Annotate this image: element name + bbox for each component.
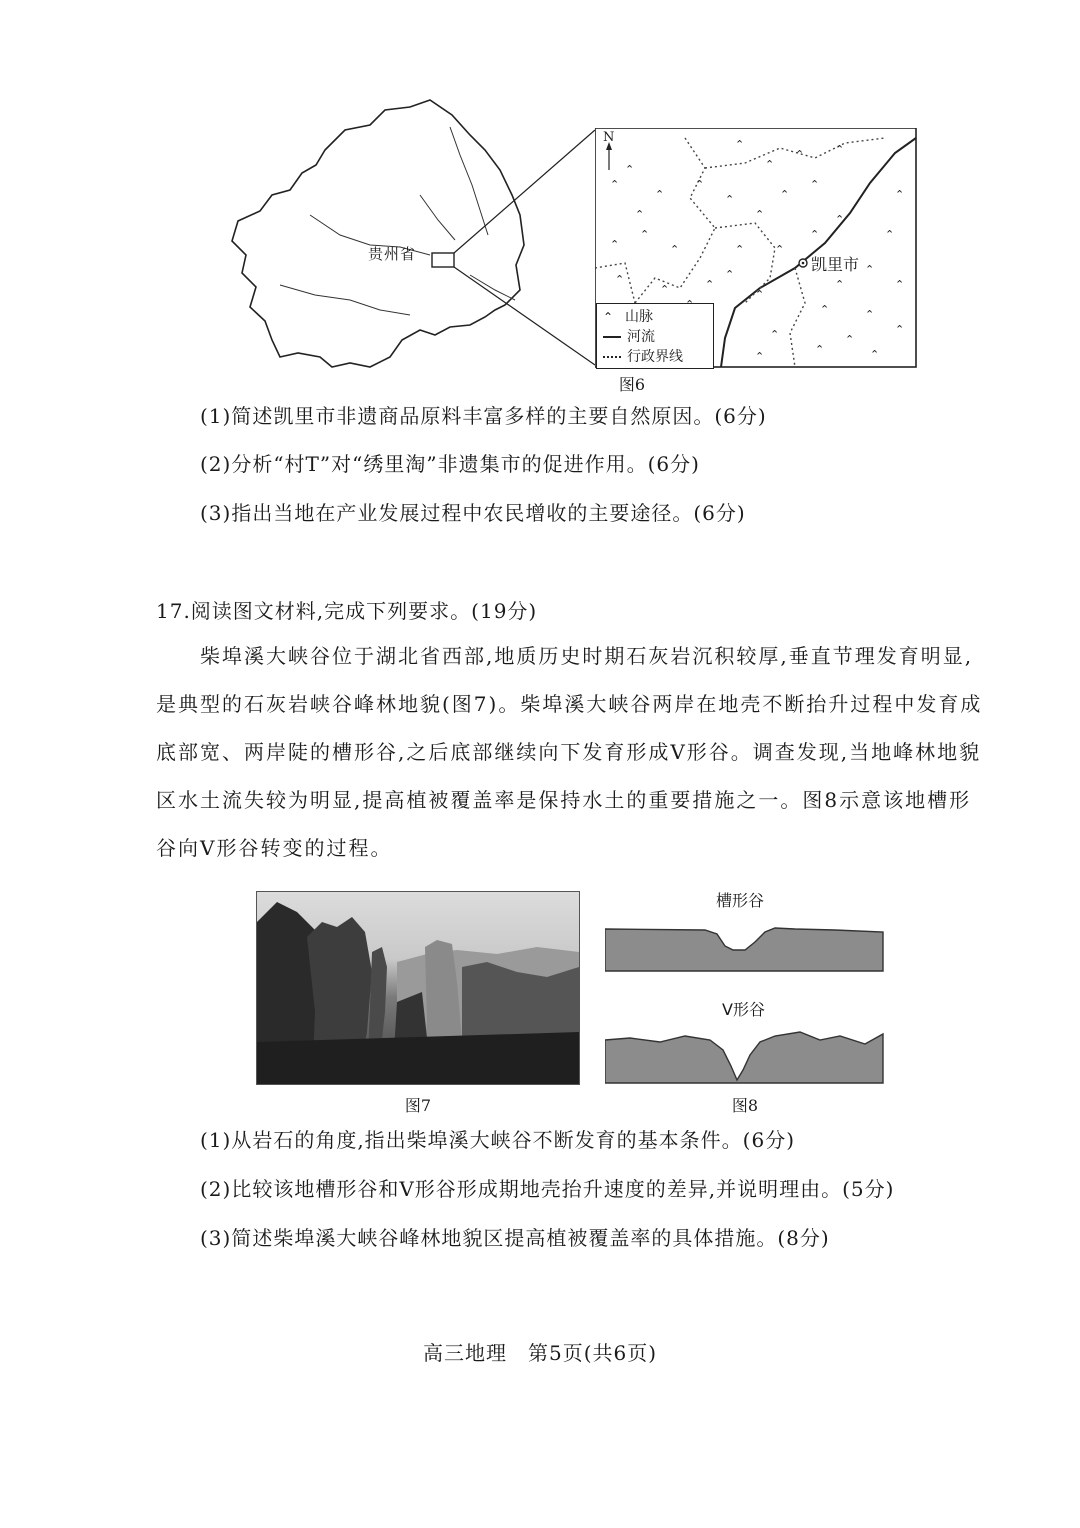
svg-text:⌃: ⌃	[865, 263, 875, 276]
figure7-caption: 图7	[404, 1096, 432, 1115]
svg-text:⌃: ⌃	[835, 143, 845, 156]
svg-text:⌃: ⌃	[625, 163, 635, 176]
svg-text:⌃: ⌃	[670, 243, 680, 256]
q17-line-5: 谷向V形谷转变的过程。	[156, 836, 393, 860]
province-label: 贵州省	[368, 245, 417, 263]
canyon-photo	[256, 891, 580, 1085]
v-valley-label: V形谷	[722, 1000, 765, 1019]
svg-text:⌃: ⌃	[870, 348, 880, 361]
q17-line-3: 底部宽、两岸陡的槽形谷,之后底部继续向下发育形成V形谷。调查发现,当地峰林地貌	[156, 740, 982, 764]
svg-text:⌃: ⌃	[810, 178, 820, 191]
svg-text:⌃: ⌃	[755, 208, 765, 221]
svg-text:⌃: ⌃	[795, 148, 805, 161]
svg-text:⌃: ⌃	[635, 208, 645, 221]
svg-text:⌃: ⌃	[835, 278, 845, 291]
svg-text:⌃: ⌃	[640, 228, 650, 241]
svg-text:⌃: ⌃	[725, 193, 735, 206]
trough-valley-profile	[605, 922, 885, 972]
figure8-caption: 图8	[731, 1096, 759, 1115]
svg-text:⌃: ⌃	[755, 350, 765, 363]
svg-text:⌃: ⌃	[610, 178, 620, 191]
guizhou-map	[220, 95, 600, 385]
q17-part-3: (3)简述柴埠溪大峡谷峰林地貌区提高植被覆盖率的具体措施。(8分)	[200, 1226, 830, 1250]
svg-text:⌃: ⌃	[610, 238, 620, 251]
svg-text:⌃: ⌃	[865, 308, 875, 321]
svg-text:⌃: ⌃	[655, 188, 665, 201]
svg-text:⌃: ⌃	[815, 343, 825, 356]
svg-text:⌃: ⌃	[775, 243, 785, 256]
legend-boundary: 行政界线	[627, 349, 683, 365]
svg-text:⌃: ⌃	[735, 138, 745, 151]
trough-valley-label: 槽形谷	[716, 891, 765, 910]
svg-text:⌃: ⌃	[895, 188, 905, 201]
svg-text:⌃: ⌃	[895, 278, 905, 291]
q17-heading: 17.阅读图文材料,完成下列要求。(19分)	[156, 599, 538, 623]
svg-text:⌃: ⌃	[765, 158, 775, 171]
map-legend	[596, 303, 714, 369]
legend-mountain: 山脉	[625, 309, 653, 325]
legend-river: 河流	[627, 329, 655, 345]
svg-text:⌃: ⌃	[755, 288, 765, 301]
svg-text:⌃: ⌃	[660, 283, 670, 296]
q17-line-2: 是典型的石灰岩峡谷峰林地貌(图7)。柴埠溪大峡谷两岸在地壳不断抬升过程中发育成	[156, 692, 983, 716]
svg-text:⌃: ⌃	[735, 243, 745, 256]
svg-text:⌃: ⌃	[705, 278, 715, 291]
river-symbol-icon	[603, 336, 621, 338]
canyon-photo-drawing	[257, 892, 579, 1084]
north-label: N	[603, 130, 615, 145]
q16-part-3: (3)指出当地在产业发展过程中农民增收的主要途径。(6分)	[200, 501, 746, 525]
q17-part-1: (1)从岩石的角度,指出柴埠溪大峡谷不断发育的基本条件。(6分)	[200, 1128, 796, 1152]
mountain-symbol-icon: ⌃	[603, 310, 614, 324]
svg-text:⌃: ⌃	[770, 328, 780, 341]
v-valley-profile	[605, 1030, 885, 1084]
svg-text:⌃: ⌃	[820, 303, 830, 316]
svg-text:⌃: ⌃	[885, 228, 895, 241]
svg-text:⌃: ⌃	[615, 273, 625, 286]
svg-text:⌃: ⌃	[895, 323, 905, 336]
svg-text:⌃: ⌃	[725, 268, 735, 281]
q17-part-2: (2)比较该地槽形谷和V形谷形成期地壳抬升速度的差异,并说明理由。(5分)	[200, 1177, 895, 1201]
q16-part-1: (1)简述凯里市非遗商品原料丰富多样的主要自然原因。(6分)	[200, 404, 767, 428]
q17-line-1: 柴埠溪大峡谷位于湖北省西部,地质历史时期石灰岩沉积较厚,垂直节理发育明显,	[200, 644, 974, 668]
svg-text:⌃: ⌃	[780, 188, 790, 201]
svg-text:⌃: ⌃	[695, 178, 705, 191]
page-footer: 高三地理 第5页(共6页)	[422, 1341, 658, 1365]
svg-text:⌃: ⌃	[835, 213, 845, 226]
svg-text:⌃: ⌃	[845, 333, 855, 346]
figure6-caption: 图6	[618, 375, 646, 394]
q16-part-2: (2)分析“村T”对“绣里淘”非遗集市的促进作用。(6分)	[200, 452, 700, 476]
city-label: 凯里市	[811, 255, 860, 274]
q17-line-4: 区水土流失较为明显,提高植被覆盖率是保持水土的重要措施之一。图8示意该地槽形	[156, 788, 972, 812]
boundary-symbol-icon	[603, 356, 621, 358]
svg-text:⌃: ⌃	[810, 228, 820, 241]
